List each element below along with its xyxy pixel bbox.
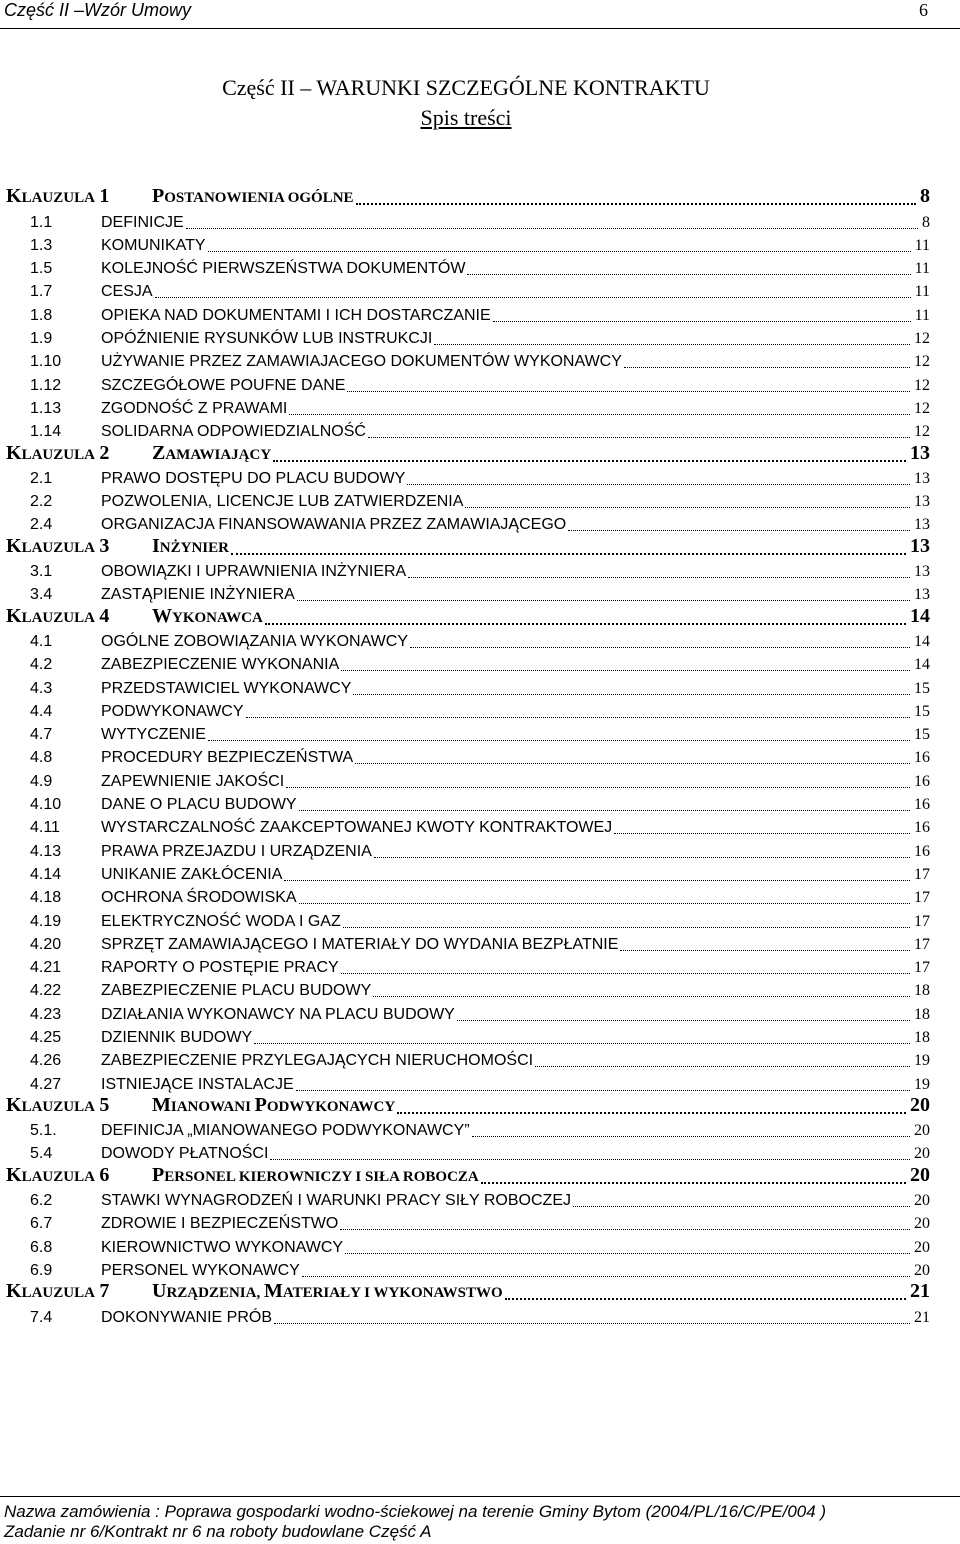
toc-heading: Spis treści bbox=[420, 105, 512, 130]
toc-number: 4.20 bbox=[30, 935, 62, 953]
toc-page-number: 20 bbox=[914, 1238, 930, 1256]
toc-number: 4.13 bbox=[30, 842, 62, 860]
toc-leader-dots bbox=[620, 950, 910, 951]
toc-number: 4.22 bbox=[30, 982, 62, 1000]
toc-title: KOLEJNOŚĆ PIERWSZEŃSTWA DOKUMENTÓW bbox=[101, 260, 466, 278]
toc-number: 4.14 bbox=[30, 865, 62, 883]
toc-page-number: 14 bbox=[914, 656, 930, 674]
toc-leader-dots bbox=[246, 717, 910, 718]
toc-leader-dots bbox=[270, 1159, 910, 1160]
toc-page-number: 8 bbox=[920, 185, 930, 208]
toc-leader-dots bbox=[341, 973, 910, 974]
toc-leader-dots bbox=[472, 1136, 910, 1137]
toc-title: UNIKANIE ZAKŁÓCENIA bbox=[101, 865, 283, 883]
toc-item-row[interactable] bbox=[0, 1027, 930, 1050]
toc-page-number: 16 bbox=[914, 842, 930, 860]
toc-leader-dots bbox=[296, 1090, 910, 1091]
toc-item-row[interactable] bbox=[0, 794, 930, 817]
toc-number: 1.1 bbox=[30, 213, 53, 231]
toc-number: 6.7 bbox=[30, 1215, 53, 1233]
toc-title: PRAWA PRZEJAZDU I URZĄDZENIA bbox=[101, 842, 372, 860]
toc-number: 1.14 bbox=[30, 423, 62, 441]
toc-item-row[interactable] bbox=[0, 934, 930, 957]
toc-item-row[interactable] bbox=[0, 514, 930, 537]
toc-title: MIANOWANI PODWYKONAWCY bbox=[152, 1093, 396, 1116]
toc-clause-row[interactable] bbox=[0, 1280, 930, 1306]
toc-title: ZABEZPIECZENIE PLACU BUDOWY bbox=[101, 982, 372, 1000]
toc-number: 6.9 bbox=[30, 1261, 53, 1279]
toc-title: POZWOLENIA, LICENCJE LUB ZATWIERDZENIA bbox=[101, 493, 464, 511]
toc-page-number: 16 bbox=[914, 772, 930, 790]
toc-item-row[interactable] bbox=[0, 1190, 930, 1213]
toc-leader-dots bbox=[208, 740, 910, 741]
toc-number: 4.7 bbox=[30, 726, 53, 744]
toc-item-row[interactable] bbox=[0, 468, 930, 491]
toc-item-row[interactable] bbox=[0, 631, 930, 654]
toc-title: URZĄDZENIA, MATERIAŁY I WYKONAWSTWO bbox=[152, 1280, 503, 1303]
toc-item-row[interactable] bbox=[0, 887, 930, 910]
toc-item-row[interactable] bbox=[0, 1003, 930, 1026]
toc-number: 4.8 bbox=[30, 749, 53, 767]
toc-number: 4.10 bbox=[30, 796, 62, 814]
toc-page-number: 20 bbox=[914, 1215, 930, 1233]
toc-page-number: 15 bbox=[914, 702, 930, 720]
toc-number: 3.1 bbox=[30, 563, 53, 581]
toc-item-row[interactable] bbox=[0, 817, 930, 840]
toc-leader-dots bbox=[355, 763, 910, 764]
toc-leader-dots bbox=[408, 577, 910, 578]
toc-title: ZAPEWNIENIE JAKOŚCI bbox=[101, 772, 285, 790]
toc-page-number: 13 bbox=[914, 469, 930, 487]
toc-leader-dots bbox=[340, 1229, 910, 1230]
toc-number: KLAUZULA 1 bbox=[6, 185, 110, 208]
page-header bbox=[0, 0, 960, 29]
toc-page-number: 17 bbox=[914, 889, 930, 907]
toc-page-number: 20 bbox=[914, 1145, 930, 1163]
toc-page-number: 12 bbox=[914, 423, 930, 441]
toc-number: 2.2 bbox=[30, 493, 53, 511]
toc-page-number: 21 bbox=[914, 1308, 930, 1326]
toc-title: SOLIDARNA ODPOWIEDZIALNOŚĆ bbox=[101, 423, 366, 441]
toc-title: ORGANIZACJA FINANSOWAWANIA PRZEZ ZAMAWIAJĄCEGO bbox=[101, 516, 567, 534]
toc-number: 6.2 bbox=[30, 1192, 53, 1210]
toc-title: KIEROWNICTWO WYKONAWCY bbox=[101, 1238, 344, 1256]
toc-title: PRZEDSTAWICIEL WYKONAWCY bbox=[101, 679, 352, 697]
toc-number: 2.1 bbox=[30, 469, 53, 487]
toc-page-number: 15 bbox=[914, 726, 930, 744]
toc-number: 4.9 bbox=[30, 772, 53, 790]
toc-leader-dots bbox=[535, 1066, 910, 1067]
toc-number: 1.7 bbox=[30, 283, 53, 301]
toc-title: STAWKI WYNAGRODZEŃ I WARUNKI PRACY SIŁY ROBOCZEJ bbox=[101, 1192, 571, 1210]
toc-item-row[interactable] bbox=[0, 374, 930, 397]
toc-title: WYSTARCZALNOŚĆ ZAAKCEPTOWANEJ KWOTY KONTRAKTOWEJ bbox=[101, 819, 613, 837]
toc-number: KLAUZULA 4 bbox=[6, 604, 110, 627]
toc-leader-dots bbox=[208, 251, 911, 252]
toc-page-number: 13 bbox=[914, 516, 930, 534]
toc-title: ELEKTRYCZNOŚĆ WODA I GAZ bbox=[101, 912, 341, 930]
toc-page-number: 17 bbox=[914, 865, 930, 883]
toc-item-row[interactable] bbox=[0, 677, 930, 700]
toc-leader-dots bbox=[254, 1043, 910, 1044]
toc-title: ZDROWIE I BEZPIECZEŃSTWO bbox=[101, 1215, 339, 1233]
toc-item-row[interactable] bbox=[0, 1236, 930, 1259]
toc-leader-dots bbox=[274, 1323, 910, 1324]
toc-title: UŻYWANIE PRZEZ ZAMAWIAJACEGO DOKUMENTÓW WYKONAWCY bbox=[101, 353, 622, 371]
toc-title: DOKONYWANIE PRÓB bbox=[101, 1308, 272, 1326]
toc-item-row[interactable] bbox=[0, 910, 930, 933]
toc-page-number: 13 bbox=[914, 586, 930, 604]
toc-number: KLAUZULA 6 bbox=[6, 1163, 110, 1186]
footer-line-2: Zadanie nr 6/Kontrakt nr 6 na roboty budowlane Część A bbox=[4, 1522, 432, 1541]
toc-number: 4.26 bbox=[30, 1052, 62, 1070]
toc-number: 4.23 bbox=[30, 1005, 62, 1023]
toc-page-number: 11 bbox=[914, 260, 930, 278]
toc-page-number: 8 bbox=[922, 213, 930, 231]
toc-leader-dots bbox=[573, 1206, 910, 1207]
toc-clause-row[interactable] bbox=[0, 1093, 930, 1120]
toc-item-row[interactable] bbox=[0, 1213, 930, 1236]
toc-leader-dots bbox=[373, 996, 910, 997]
toc-title: SPRZĘT ZAMAWIAJĄCEGO I MATERIAŁY DO WYDANIA BEZPŁATNIE bbox=[101, 935, 619, 953]
toc-leader-dots bbox=[186, 228, 918, 229]
toc-leader-dots bbox=[481, 1182, 906, 1184]
toc-page-number: 20 bbox=[914, 1261, 930, 1279]
toc-page-number: 15 bbox=[914, 679, 930, 697]
toc-page-number: 11 bbox=[914, 236, 930, 254]
toc-item-row[interactable] bbox=[0, 1120, 930, 1143]
toc-number: 5.4 bbox=[30, 1145, 53, 1163]
toc-leader-dots bbox=[353, 694, 910, 695]
footer-line-1: Nazwa zamówienia : Poprawa gospodarki wodno-ściekowej na terenie Gminy Bytom (2004/PL/16/C/PE/004 ) bbox=[4, 1502, 827, 1521]
toc-leader-dots bbox=[231, 553, 906, 555]
toc-page-number: 20 bbox=[910, 1093, 930, 1116]
toc-clause-row[interactable] bbox=[0, 1163, 930, 1189]
toc-number: 5.1. bbox=[30, 1122, 57, 1140]
toc-leader-dots bbox=[410, 647, 910, 648]
toc-title: OPIEKA NAD DOKUMENTAMI I ICH DOSTARCZANIE bbox=[101, 306, 491, 324]
toc-page-number: 12 bbox=[914, 376, 930, 394]
toc-item-row[interactable] bbox=[0, 654, 930, 677]
toc-title: RAPORTY O POSTĘPIE PRACY bbox=[101, 959, 339, 977]
toc-page-number: 16 bbox=[914, 819, 930, 837]
toc-number: 1.9 bbox=[30, 330, 53, 348]
toc-leader-dots bbox=[397, 1112, 906, 1114]
toc-item-row[interactable] bbox=[0, 747, 930, 770]
toc-title: OCHRONA ŚRODOWISKA bbox=[101, 889, 297, 907]
toc-number: 4.11 bbox=[30, 819, 60, 837]
toc-page-number: 16 bbox=[914, 796, 930, 814]
toc-title: INŻYNIER bbox=[152, 534, 229, 557]
toc-item-row[interactable] bbox=[0, 421, 930, 444]
toc-item-row[interactable] bbox=[0, 211, 930, 234]
toc-title: OBOWIĄZKI I UPRAWNIENIA INŻYNIERA bbox=[101, 563, 407, 581]
toc-clause-row[interactable] bbox=[0, 534, 930, 560]
toc-page-number: 19 bbox=[914, 1052, 930, 1070]
toc-page-number: 21 bbox=[910, 1280, 930, 1303]
toc-title: DANE O PLACU BUDOWY bbox=[101, 796, 297, 814]
toc-leader-dots bbox=[407, 484, 910, 485]
toc-leader-dots bbox=[299, 810, 910, 811]
toc-leader-dots bbox=[568, 530, 910, 531]
toc-page-number: 11 bbox=[914, 306, 930, 324]
toc-page-number: 11 bbox=[914, 283, 930, 301]
toc-title: WYKONAWCA bbox=[152, 604, 263, 627]
toc-title: DEFINICJE bbox=[101, 213, 184, 231]
toc-leader-dots bbox=[286, 787, 910, 788]
toc-item-row[interactable] bbox=[0, 724, 930, 747]
toc-item-row[interactable] bbox=[0, 351, 930, 374]
toc-item-row[interactable] bbox=[0, 1073, 930, 1096]
toc-title: CESJA bbox=[101, 283, 153, 301]
toc-page-number: 18 bbox=[914, 1005, 930, 1023]
toc-title: DZIAŁANIA WYKONAWCY NA PLACU BUDOWY bbox=[101, 1005, 455, 1023]
toc-leader-dots bbox=[374, 857, 910, 858]
toc-title: KOMUNIKATY bbox=[101, 236, 206, 254]
toc-item-row[interactable] bbox=[0, 957, 930, 980]
toc-item-row[interactable] bbox=[0, 258, 930, 281]
toc-title: PERSONEL KIEROWNICZY I SIŁA ROBOCZA bbox=[152, 1163, 479, 1186]
toc-title: PRAWO DOSTĘPU DO PLACU BUDOWY bbox=[101, 469, 406, 487]
toc-leader-dots bbox=[356, 203, 916, 205]
toc-page-number: 17 bbox=[914, 935, 930, 953]
toc-clause-row[interactable] bbox=[0, 185, 930, 211]
toc-item-row[interactable] bbox=[0, 770, 930, 793]
toc-leader-dots bbox=[289, 414, 910, 415]
toc-page-number: 12 bbox=[914, 330, 930, 348]
toc-leader-dots bbox=[457, 1020, 910, 1021]
toc-title: ZAMAWIAJĄCY bbox=[152, 441, 272, 464]
toc-leader-dots bbox=[467, 274, 910, 275]
toc-number: 3.4 bbox=[30, 586, 53, 604]
toc-leader-dots bbox=[465, 507, 910, 508]
toc-page-number: 14 bbox=[914, 632, 930, 650]
toc-title: PERSONEL WYKONAWCY bbox=[101, 1261, 300, 1279]
toc-leader-dots bbox=[297, 600, 910, 601]
toc-title: ZGODNOŚĆ Z PRAWAMI bbox=[101, 399, 288, 417]
toc-item-row[interactable] bbox=[0, 491, 930, 514]
toc-number: 1.13 bbox=[30, 399, 62, 417]
toc-item-row[interactable] bbox=[0, 1050, 930, 1073]
toc-item-row[interactable] bbox=[0, 701, 930, 724]
toc-number: 2.4 bbox=[30, 516, 53, 534]
toc-title: PODWYKONAWCY bbox=[101, 702, 244, 720]
toc-title: DOWODY PŁATNOŚCI bbox=[101, 1145, 269, 1163]
toc-item-row[interactable] bbox=[0, 980, 930, 1003]
toc-leader-dots bbox=[341, 670, 910, 671]
toc-number: KLAUZULA 7 bbox=[6, 1280, 110, 1303]
toc-title: ISTNIEJĄCE INSTALACJE bbox=[101, 1075, 294, 1093]
toc-number: 1.12 bbox=[30, 376, 62, 394]
header-title: Część II –Wzór Umowy bbox=[4, 0, 192, 20]
toc-page-number: 20 bbox=[914, 1122, 930, 1140]
toc-leader-dots bbox=[284, 880, 910, 881]
toc-item-row[interactable] bbox=[0, 235, 930, 258]
toc-number: 1.5 bbox=[30, 260, 53, 278]
toc-clause-row[interactable] bbox=[0, 604, 930, 630]
toc-leader-dots bbox=[299, 903, 910, 904]
toc-title: OPÓŹNIENIE RYSUNKÓW LUB INSTRUKCJI bbox=[101, 330, 433, 348]
toc-title: DEFINICJA „MIANOWANEGO PODWYKONAWCY” bbox=[101, 1122, 470, 1140]
toc-page-number: 18 bbox=[914, 982, 930, 1000]
toc-page-number: 13 bbox=[914, 563, 930, 581]
toc-leader-dots bbox=[624, 367, 910, 368]
toc-leader-dots bbox=[347, 391, 910, 392]
toc-item-row[interactable] bbox=[0, 281, 930, 304]
toc-number: 1.10 bbox=[30, 353, 62, 371]
toc-clause-row[interactable] bbox=[0, 441, 930, 467]
toc-leader-dots bbox=[155, 297, 911, 298]
toc-title: WYTYCZENIE bbox=[101, 726, 206, 744]
toc-number: 4.3 bbox=[30, 679, 53, 697]
toc-title: PROCEDURY BEZPIECZEŃSTWA bbox=[101, 749, 354, 767]
header-page-number: 6 bbox=[919, 0, 928, 20]
toc-number: KLAUZULA 2 bbox=[6, 441, 110, 464]
toc-number: 6.8 bbox=[30, 1238, 53, 1256]
toc-leader-dots bbox=[343, 927, 910, 928]
toc-item-row[interactable] bbox=[0, 398, 930, 421]
toc-number: 4.1 bbox=[30, 632, 53, 650]
toc-number: 1.3 bbox=[30, 236, 53, 254]
toc-page-number: 16 bbox=[914, 749, 930, 767]
toc-title: ZABEZPIECZENIE WYKONANIA bbox=[101, 656, 340, 674]
toc-page-number: 13 bbox=[910, 534, 930, 557]
toc-leader-dots bbox=[493, 321, 911, 322]
toc-item-row[interactable] bbox=[0, 304, 930, 327]
toc-page-number: 18 bbox=[914, 1028, 930, 1046]
toc-leader-dots bbox=[434, 344, 910, 345]
toc-number: 4.21 bbox=[30, 959, 62, 977]
toc-item-row[interactable] bbox=[0, 864, 930, 887]
toc-title: DZIENNIK BUDOWY bbox=[101, 1028, 253, 1046]
toc-page-number: 20 bbox=[914, 1192, 930, 1210]
toc-number: KLAUZULA 3 bbox=[6, 534, 110, 557]
toc-number: 4.2 bbox=[30, 656, 53, 674]
toc-title: SZCZEGÓŁOWE POUFNE DANE bbox=[101, 376, 346, 394]
toc-title: ZABEZPIECZENIE PRZYLEGAJĄCYCH NIERUCHOMOŚCI bbox=[101, 1052, 534, 1070]
toc-leader-dots bbox=[614, 833, 910, 834]
toc-page-number: 13 bbox=[914, 493, 930, 511]
toc-number: 4.18 bbox=[30, 889, 62, 907]
toc-number: 4.25 bbox=[30, 1028, 62, 1046]
toc-number: 1.8 bbox=[30, 306, 53, 324]
toc-number: 4.19 bbox=[30, 912, 62, 930]
toc-page-number: 12 bbox=[914, 399, 930, 417]
toc-number: KLAUZULA 5 bbox=[6, 1093, 110, 1116]
toc-item-row[interactable] bbox=[0, 328, 930, 351]
toc-page-number: 13 bbox=[910, 441, 930, 464]
toc-item-row[interactable] bbox=[0, 561, 930, 584]
toc-title: ZASTĄPIENIE INŻYNIERA bbox=[101, 586, 295, 604]
toc-page-number: 17 bbox=[914, 959, 930, 977]
toc-page-number: 12 bbox=[914, 353, 930, 371]
toc-number: 7.4 bbox=[30, 1308, 53, 1326]
toc-leader-dots bbox=[368, 437, 910, 438]
toc-number: 4.4 bbox=[30, 702, 53, 720]
toc-number: 4.27 bbox=[30, 1075, 62, 1093]
toc-leader-dots bbox=[265, 623, 906, 625]
toc-title: POSTANOWIENIA OGÓLNE bbox=[152, 185, 354, 208]
toc-leader-dots bbox=[302, 1276, 910, 1277]
toc-page-number: 19 bbox=[914, 1075, 930, 1093]
table-of-contents bbox=[0, 185, 930, 1330]
toc-page-number: 17 bbox=[914, 912, 930, 930]
toc-item-row[interactable] bbox=[0, 1306, 930, 1329]
document-title: Część II – WARUNKI SZCZEGÓLNE KONTRAKTU bbox=[222, 75, 710, 100]
toc-page-number: 14 bbox=[910, 604, 930, 627]
toc-page-number: 20 bbox=[910, 1163, 930, 1186]
footer-rule bbox=[0, 1496, 960, 1497]
toc-leader-dots bbox=[273, 460, 906, 462]
toc-title: OGÓLNE ZOBOWIĄZANIA WYKONAWCY bbox=[101, 632, 408, 650]
toc-leader-dots bbox=[345, 1253, 910, 1254]
toc-leader-dots bbox=[505, 1298, 906, 1300]
toc-item-row[interactable] bbox=[0, 584, 930, 607]
toc-item-row[interactable] bbox=[0, 840, 930, 863]
